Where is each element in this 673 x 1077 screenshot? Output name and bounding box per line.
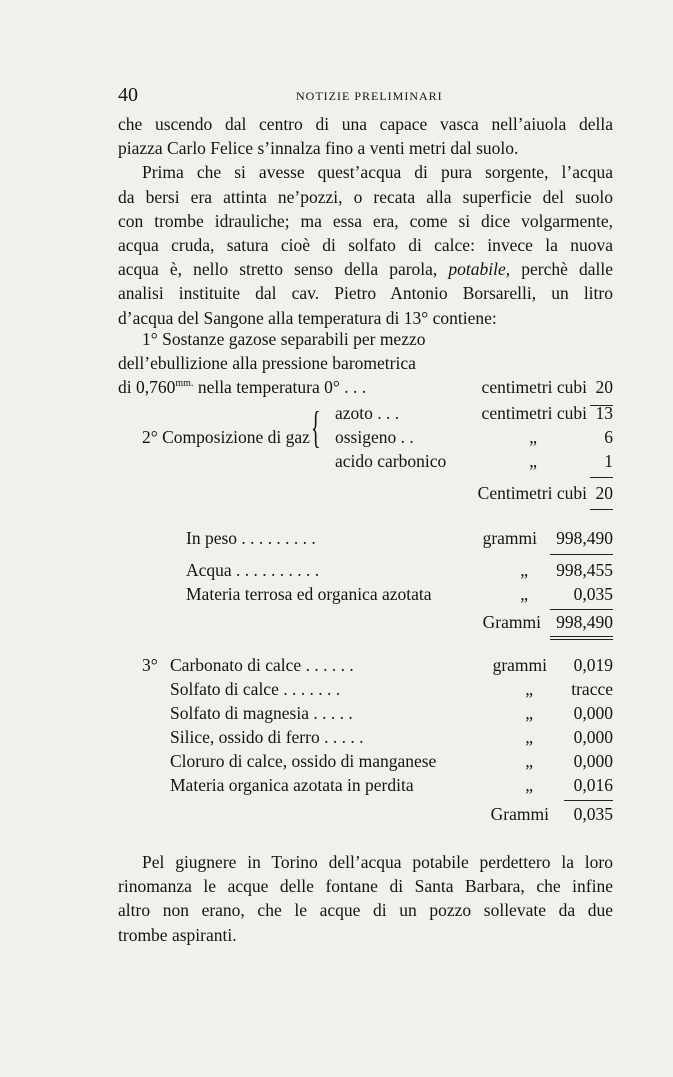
s2-value: 13 [595,403,613,423]
text-line: altro non erano, che le acque di un pozzo sollevate da due [118,900,613,921]
s3-total-unit: Grammi [490,804,549,824]
running-head: NOTIZIE PRELIMINARI [296,89,443,103]
text-line: che uscendo dal centro di una capace vasca nell’aiuola della [118,114,613,134]
rule [564,800,613,801]
s3-unit: „ [525,679,533,699]
weight-item: Materia terrosa ed organica azotata [186,584,432,604]
s2-value: 1 [604,451,613,471]
s2-total-value: 20 [595,483,613,503]
weight-total-unit: Grammi [482,612,541,632]
s3-value: 0,000 [573,703,613,723]
s3-total-value: 0,035 [573,804,613,824]
weight-item-unit: „ [520,584,528,604]
s3-value: 0,000 [573,751,613,771]
s1-line1: 1° Sostanze gazose separabili per mezzo [142,329,426,349]
s3-unit: grammi [492,655,547,675]
rule [590,509,613,510]
s3-number: 3° [142,655,158,675]
text-line: piazza Carlo Felice s’innalza fino a venti metri dal suolo. [118,138,519,159]
weight-label: In peso . . . . . . . . . [186,528,316,548]
s3-value: 0,019 [573,655,613,675]
s3-unit: „ [525,727,533,747]
weight-item: Acqua . . . . . . . . . . [186,560,320,580]
text-line: Pel giugnere in Torino dell’acqua potabile perdettero la loro [142,852,613,872]
s2-unit: „ [529,451,537,471]
text-line: trombe aspiranti. [118,924,237,945]
s3-item: Silice, ossido di ferro . . . . . [170,727,364,747]
text-line: rinomanza le acque delle fontane di Santa Barbara, che infine [118,876,613,897]
s2-value: 6 [604,427,613,447]
s2-unit: „ [529,427,537,447]
s2-unit: centimetri cubi [481,403,587,423]
s2-item: ossigeno . . [335,427,414,447]
weight-unit: grammi [482,528,537,548]
page-number: 40 [118,84,138,106]
weight-item-unit: „ [520,560,528,580]
s2-total-unit: Centimetri cubi [477,483,587,503]
text-line: con trombe idrauliche; ma essa era, come si dice volgarmente, [118,210,613,231]
text-line: d’acqua del Sangone alla temperatura di 13° contiene: [118,307,497,328]
s3-unit: „ [525,703,533,723]
s3-value: 0,000 [573,727,613,747]
s2-label: 2° Composizione di gaz [142,427,310,447]
text-line: analisi instituite dal cav. Pietro Antonio Borsarelli, un litro [118,283,613,304]
text-line: acqua cruda, satura cioè di solfato di calce: invece la nuova [118,235,613,256]
s3-item: Solfato di magnesia . . . . . [170,703,353,723]
brace-icon: { [311,403,321,452]
weight-value: 998,490 [556,528,613,548]
page-header [118,84,613,108]
weight-item-value: 998,455 [556,560,613,580]
s3-item: Cloruro di calce, ossido di manganese [170,751,437,771]
s3-unit: „ [525,775,533,795]
rule [550,639,613,640]
s1-line3: di $0,760^{mm.}$ nella temperatura 0° . . . [118,377,367,397]
s2-item: azoto . . . [335,403,400,423]
text-line: Prima che si avesse quest’acqua di pura sorgente, l’acqua [142,162,613,183]
weight-total-value: 998,490 [556,612,613,632]
text-line: acqua è, nello stretto senso della parola, potabile, perchè dalle [118,259,613,280]
body-text [118,112,613,330]
rule [550,554,613,555]
closing-paragraph [118,850,613,947]
s3-item: Materia organica azotata in perdita [170,775,414,795]
s3-value: tracce [571,679,613,699]
rule [590,477,613,478]
s1-unit: centimetri cubi [481,377,587,397]
s1-line2: dell’ebullizione alla pressione barometrica [118,353,416,373]
weight-item-value: 0,035 [573,584,613,604]
rule [550,609,613,610]
rule [550,636,613,637]
s3-value: 0,016 [573,775,613,795]
s1-value: 20 [595,377,613,397]
s3-unit: „ [525,751,533,771]
s2-item: acido carbonico [335,451,447,471]
text-line: da bersi era attinta ne’pozzi, o recata alla superficie del suolo [118,186,613,207]
s3-item: Carbonato di calce . . . . . . [170,655,354,675]
s3-item: Solfato di calce . . . . . . . [170,679,341,699]
